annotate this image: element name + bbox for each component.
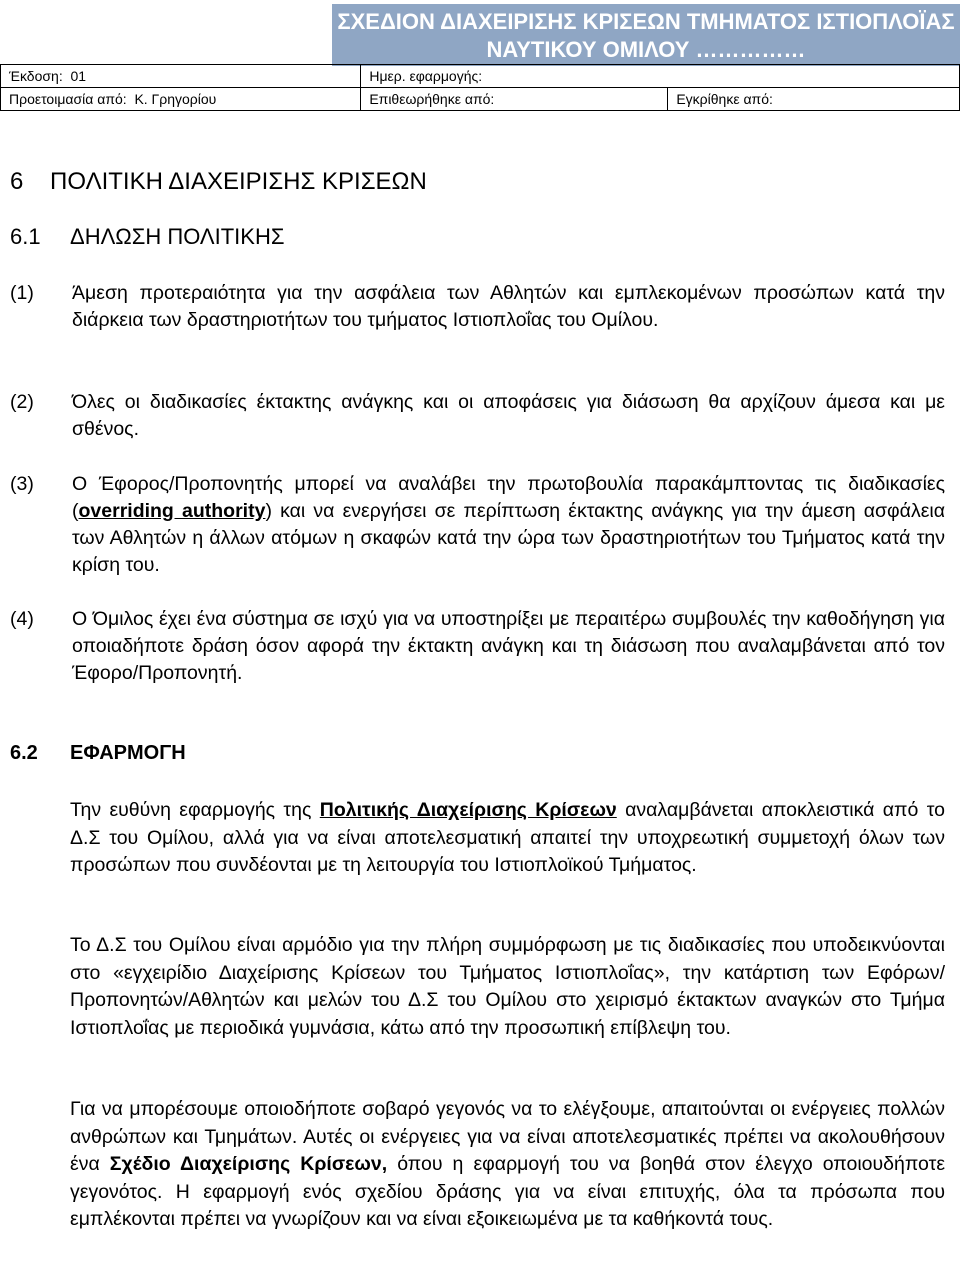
section-62-heading [10,742,186,765]
title-line-1: ΣΧΕΔΙΟΝ ΔΙΑΧΕΙΡΙΣΗΣ ΚΡΙΣΕΩΝ ΤΜΗΜΑΤΟΣ ΙΣΤΙΟΠΛΟΪΑΣ [337,9,955,34]
application-paragraph-2: Το Δ.Σ του Ομίλου είναι αρμόδιο για την πλήρη συμμόρφωση με τις διαδικασίες που υποδεικνύονται στο «εγχειρίδιο Διαχείρισης Κρίσεων του Τμήματος Ιστιοπλοΐας», την κατάρτιση των Εφόρων/Προπονητών/Αθλητών και μελών του Δ.Σ του Ομίλου στο χειρισμό έκτακτων αναγκών στο Τμήμα Ιστιοπλοΐας με περιοδικά γυμνάσια, κάτω από την προσωπική επίβλεψη του. [70,934,945,1039]
approved-label: Εγκρίθηκε από: [676,91,773,107]
policy-item-3 [10,471,945,579]
item-text: Όλες οι διαδικασίες έκτακτης ανάγκης και οι αποφάσεις για διάσωση θα αρχίζουν άμεσα και με σθένος. [72,391,945,440]
section-61-number: 6.1 [10,224,41,249]
policy-item-1 [10,280,945,334]
edition-cell [1,65,225,88]
section-62-title: ΕΦΑΡΜΟΓΗ [70,742,186,764]
section-6-title: ΠΟΛΙΤΙΚΗ ΔΙΑΧΕΙΡΙΣΗΣ ΚΡΙΣΕΩΝ [50,168,427,195]
overriding-authority-term: overriding authority [78,500,266,522]
prepared-label: Προετοιμασία από: [9,91,127,107]
item-label: (1) [10,282,34,304]
header-info-table [0,64,960,111]
crisis-policy-term: Πολιτικής Διαχείρισης Κρίσεων [319,799,617,821]
reviewed-cell [361,88,668,111]
item-text: Ο Όμιλος έχει ένα σύστημα σε ισχύ για να υποστηρίξει με περαιτέρω συμβουλές την καθοδήγηση για οποιαδήποτε δράση όσον αφορά την έκτακτη ανάγκη και τη διάσωση που αναλαμβάνεται από τον Έφορο/Προπονητή. [72,608,945,684]
document-title [332,4,960,66]
application-paragraph-1: Την ευθύνη εφαρμογής της Πολιτικής Διαχείρισης Κρίσεων αναλαμβάνεται αποκλειστικά από το Δ.Σ του Ομίλου, αλλά για να είναι αποτελεσματική απαιτεί την υποχρεωτική συμμετοχή όλων των προσώπων που συνδέονται με τη λειτουργία του Ιστιοπλοϊκού Τμήματος. [70,799,946,876]
edition-value: 01 [70,68,87,84]
prepared-cell [1,88,225,111]
title-line-2: ΝΑΥΤΙΚΟΥ ΟΜΙΛΟΥ …………… [486,37,806,62]
section-6-heading [10,168,427,196]
reviewed-label: Επιθεωρήθηκε από: [369,91,495,107]
crisis-plan-term: Σχέδιο Διαχείρισης Κρίσεων, [109,1153,388,1175]
item-label: (3) [10,473,34,495]
date-label: Ημερ. εφαρμογής: [369,68,483,84]
item-label: (2) [10,391,34,413]
date-cell [361,65,960,88]
edition-label: Έκδοση: [9,68,63,84]
policy-item-4 [10,606,945,687]
policy-item-2 [10,389,945,443]
item-label: (4) [10,608,34,630]
application-paragraph-3: Για να μπορέσουμε οποιοδήποτε σοβαρό γεγονός να το ελέγξουμε, απαιτούνται οι ενέργειες πολλών ανθρώπων και Τμημάτων. Αυτές οι ενέργειες για να είναι αποτελεσματικές πρέπει να ακολουθήσουν ένα Σχέδιο Διαχείρισης Κρίσεων, όπου η εφαρμογή του να βοηθά στον έλεγχο οποιουδήποτε γεγονότος. Η εφαρμογή ενός σχεδίου δράσης για να είναι επιτυχής, όλα τα πρόσωπα που εμπλέκονται πρέπει να γνωρίζουν και να είναι εξοικειωμένα με τα καθήκοντά τους. [70,1098,946,1230]
prepared-value: Κ. Γρηγορίου [134,91,217,107]
section-61-heading [10,224,284,250]
approved-cell [668,88,960,111]
item-text: Ο Έφορος/Προπονητής μπορεί να αναλάβει την πρωτοβουλία παρακάμπτοντας τις διαδικασίες (overriding authority) και να ενεργήσει σε περίπτωση έκτακτης ανάγκης για την άμεση ασφάλεια των Αθλητών η άλλων ατόμων η σκαφών κατά την ώρα των δραστηριοτήτων του Τμήματος κατά την κρίση του. [72,473,945,576]
document-header [0,0,960,111]
section-6-number: 6 [10,168,24,195]
section-61-title: ΔΗΛΩΣΗ ΠΟΛΙΤΙΚΗΣ [70,224,285,249]
section-62-number: 6.2 [10,742,38,764]
item-text: Άμεση προτεραιότητα για την ασφάλεια των Αθλητών και εμπλεκομένων προσώπων κατά την διάρκεια των δραστηριοτήτων του τμήματος Ιστιοπλοΐας του Ομίλου. [72,282,945,331]
